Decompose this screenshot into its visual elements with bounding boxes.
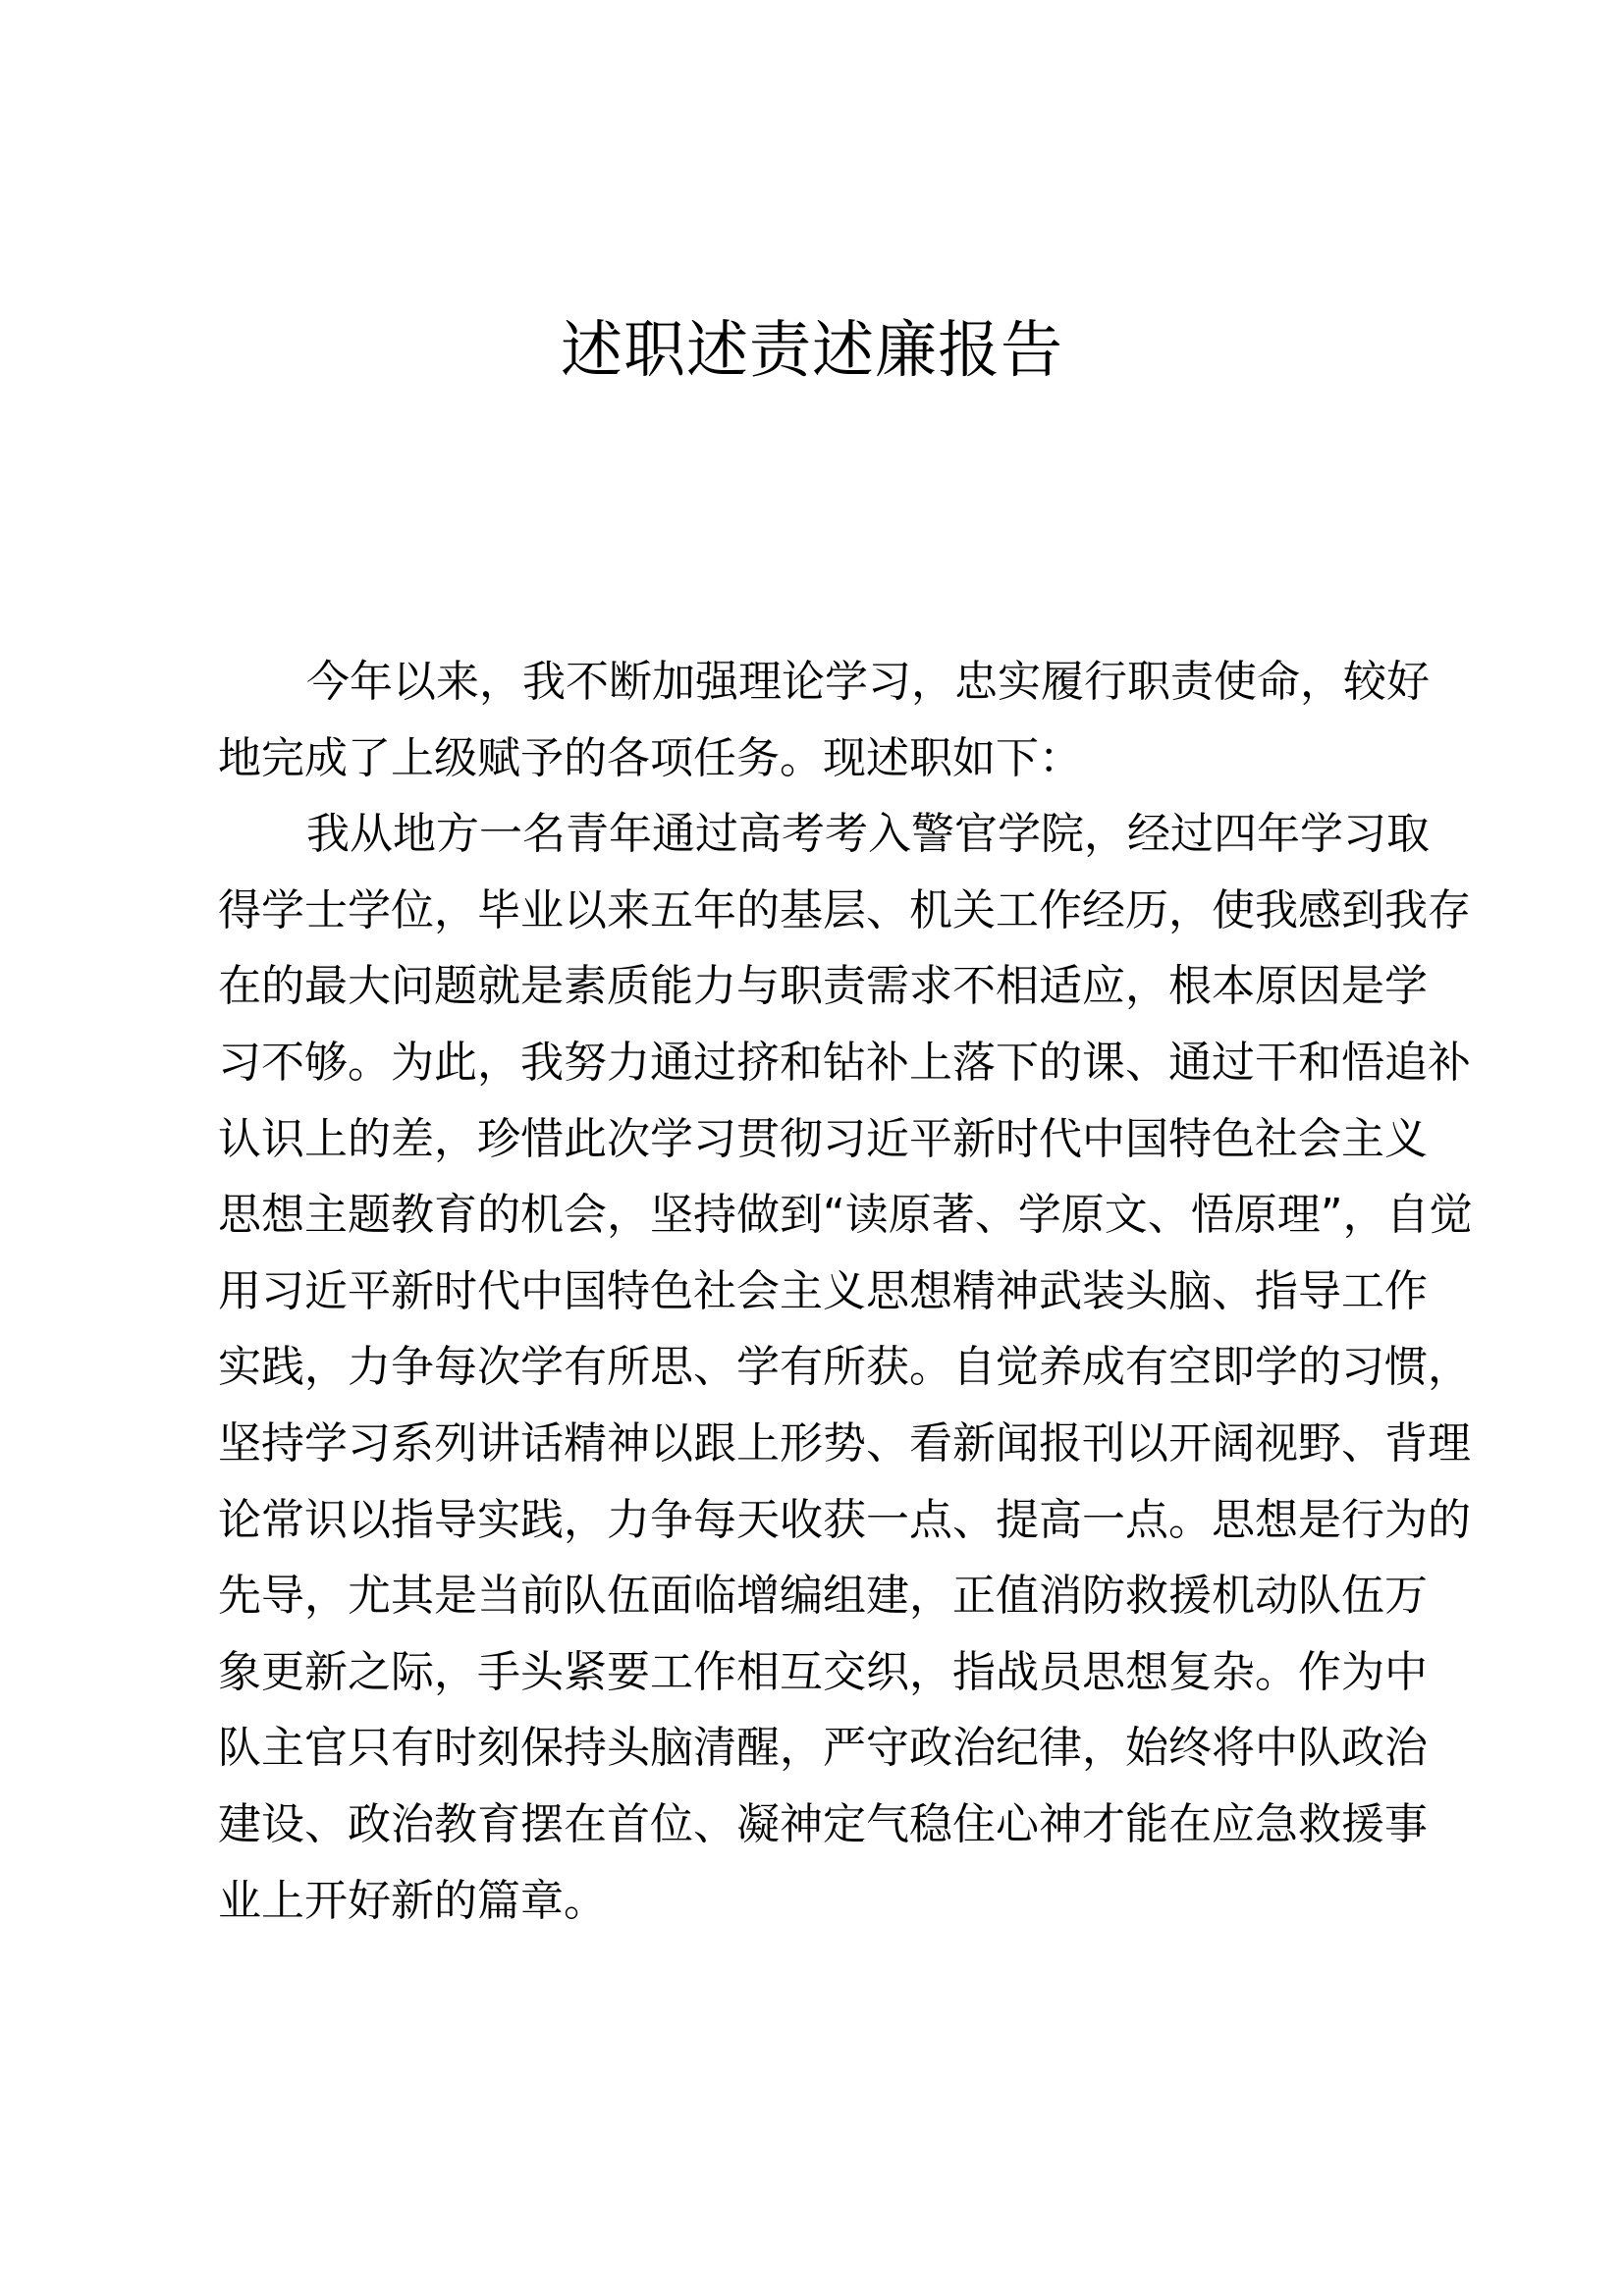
paragraph-line: 实践，力争每次学有所思、学有所获。自觉养成有空即学的习惯，: [218, 1342, 1471, 1393]
paragraph-line: 用习近平新时代中国特色社会主义思想精神武装头脑、指导工作: [218, 1265, 1428, 1316]
paragraph-line: 论常识以指导实践，力争每天收获一点、提高一点。思想是行为的: [218, 1494, 1471, 1545]
paragraph-line: 得学士学位，毕业以来五年的基层、机关工作经历，使我感到我存: [218, 884, 1471, 935]
paragraph-line: 象更新之际，手头紧要工作相互交织，指战员思想复杂。作为中: [218, 1646, 1428, 1697]
paragraph-line: 建设、政治教育摆在首位、凝神定气稳住心神才能在应急救援事: [218, 1798, 1428, 1849]
paragraph-line: 地完成了上级赋予的各项任务。现述职如下：: [218, 732, 1082, 783]
paragraph-study: [218, 796, 1473, 1939]
paragraph-line: 今年以来，我不断加强理论学习，忠实履行职责使命，较好: [306, 657, 1430, 707]
paragraph-intro: [218, 644, 1430, 796]
document-title: 述职述责述廉报告: [561, 314, 1063, 386]
paragraph-line: 思想主题教育的机会，坚持做到“读原著、学原文、悟原理”，自觉: [218, 1190, 1473, 1241]
paragraph-line: 业上开好新的篇章。: [218, 1875, 607, 1926]
paragraph-line: 在的最大问题就是素质能力与职责需求不相适应，根本原因是学: [218, 961, 1428, 1012]
document-body: [218, 644, 1473, 1939]
paragraph-line: 队主官只有时刻保持头脑清醒，严守政治纪律，始终将中队政治: [218, 1723, 1428, 1774]
paragraph-line: 坚持学习系列讲话精神以跟上形势、看新闻报刊以开阔视野、背理: [218, 1417, 1471, 1468]
paragraph-line: 习不够。为此，我努力通过挤和钻补上落下的课、通过干和悟追补: [218, 1037, 1471, 1088]
paragraph-line: 先导，尤其是当前队伍面临增编组建，正值消防救援机动队伍万: [218, 1571, 1428, 1622]
paragraph-line: 我从地方一名青年通过高考考入警官学院，经过四年学习取: [306, 809, 1430, 860]
paragraph-line: 认识上的差，珍惜此次学习贯彻习近平新时代中国特色社会主义: [218, 1113, 1428, 1164]
